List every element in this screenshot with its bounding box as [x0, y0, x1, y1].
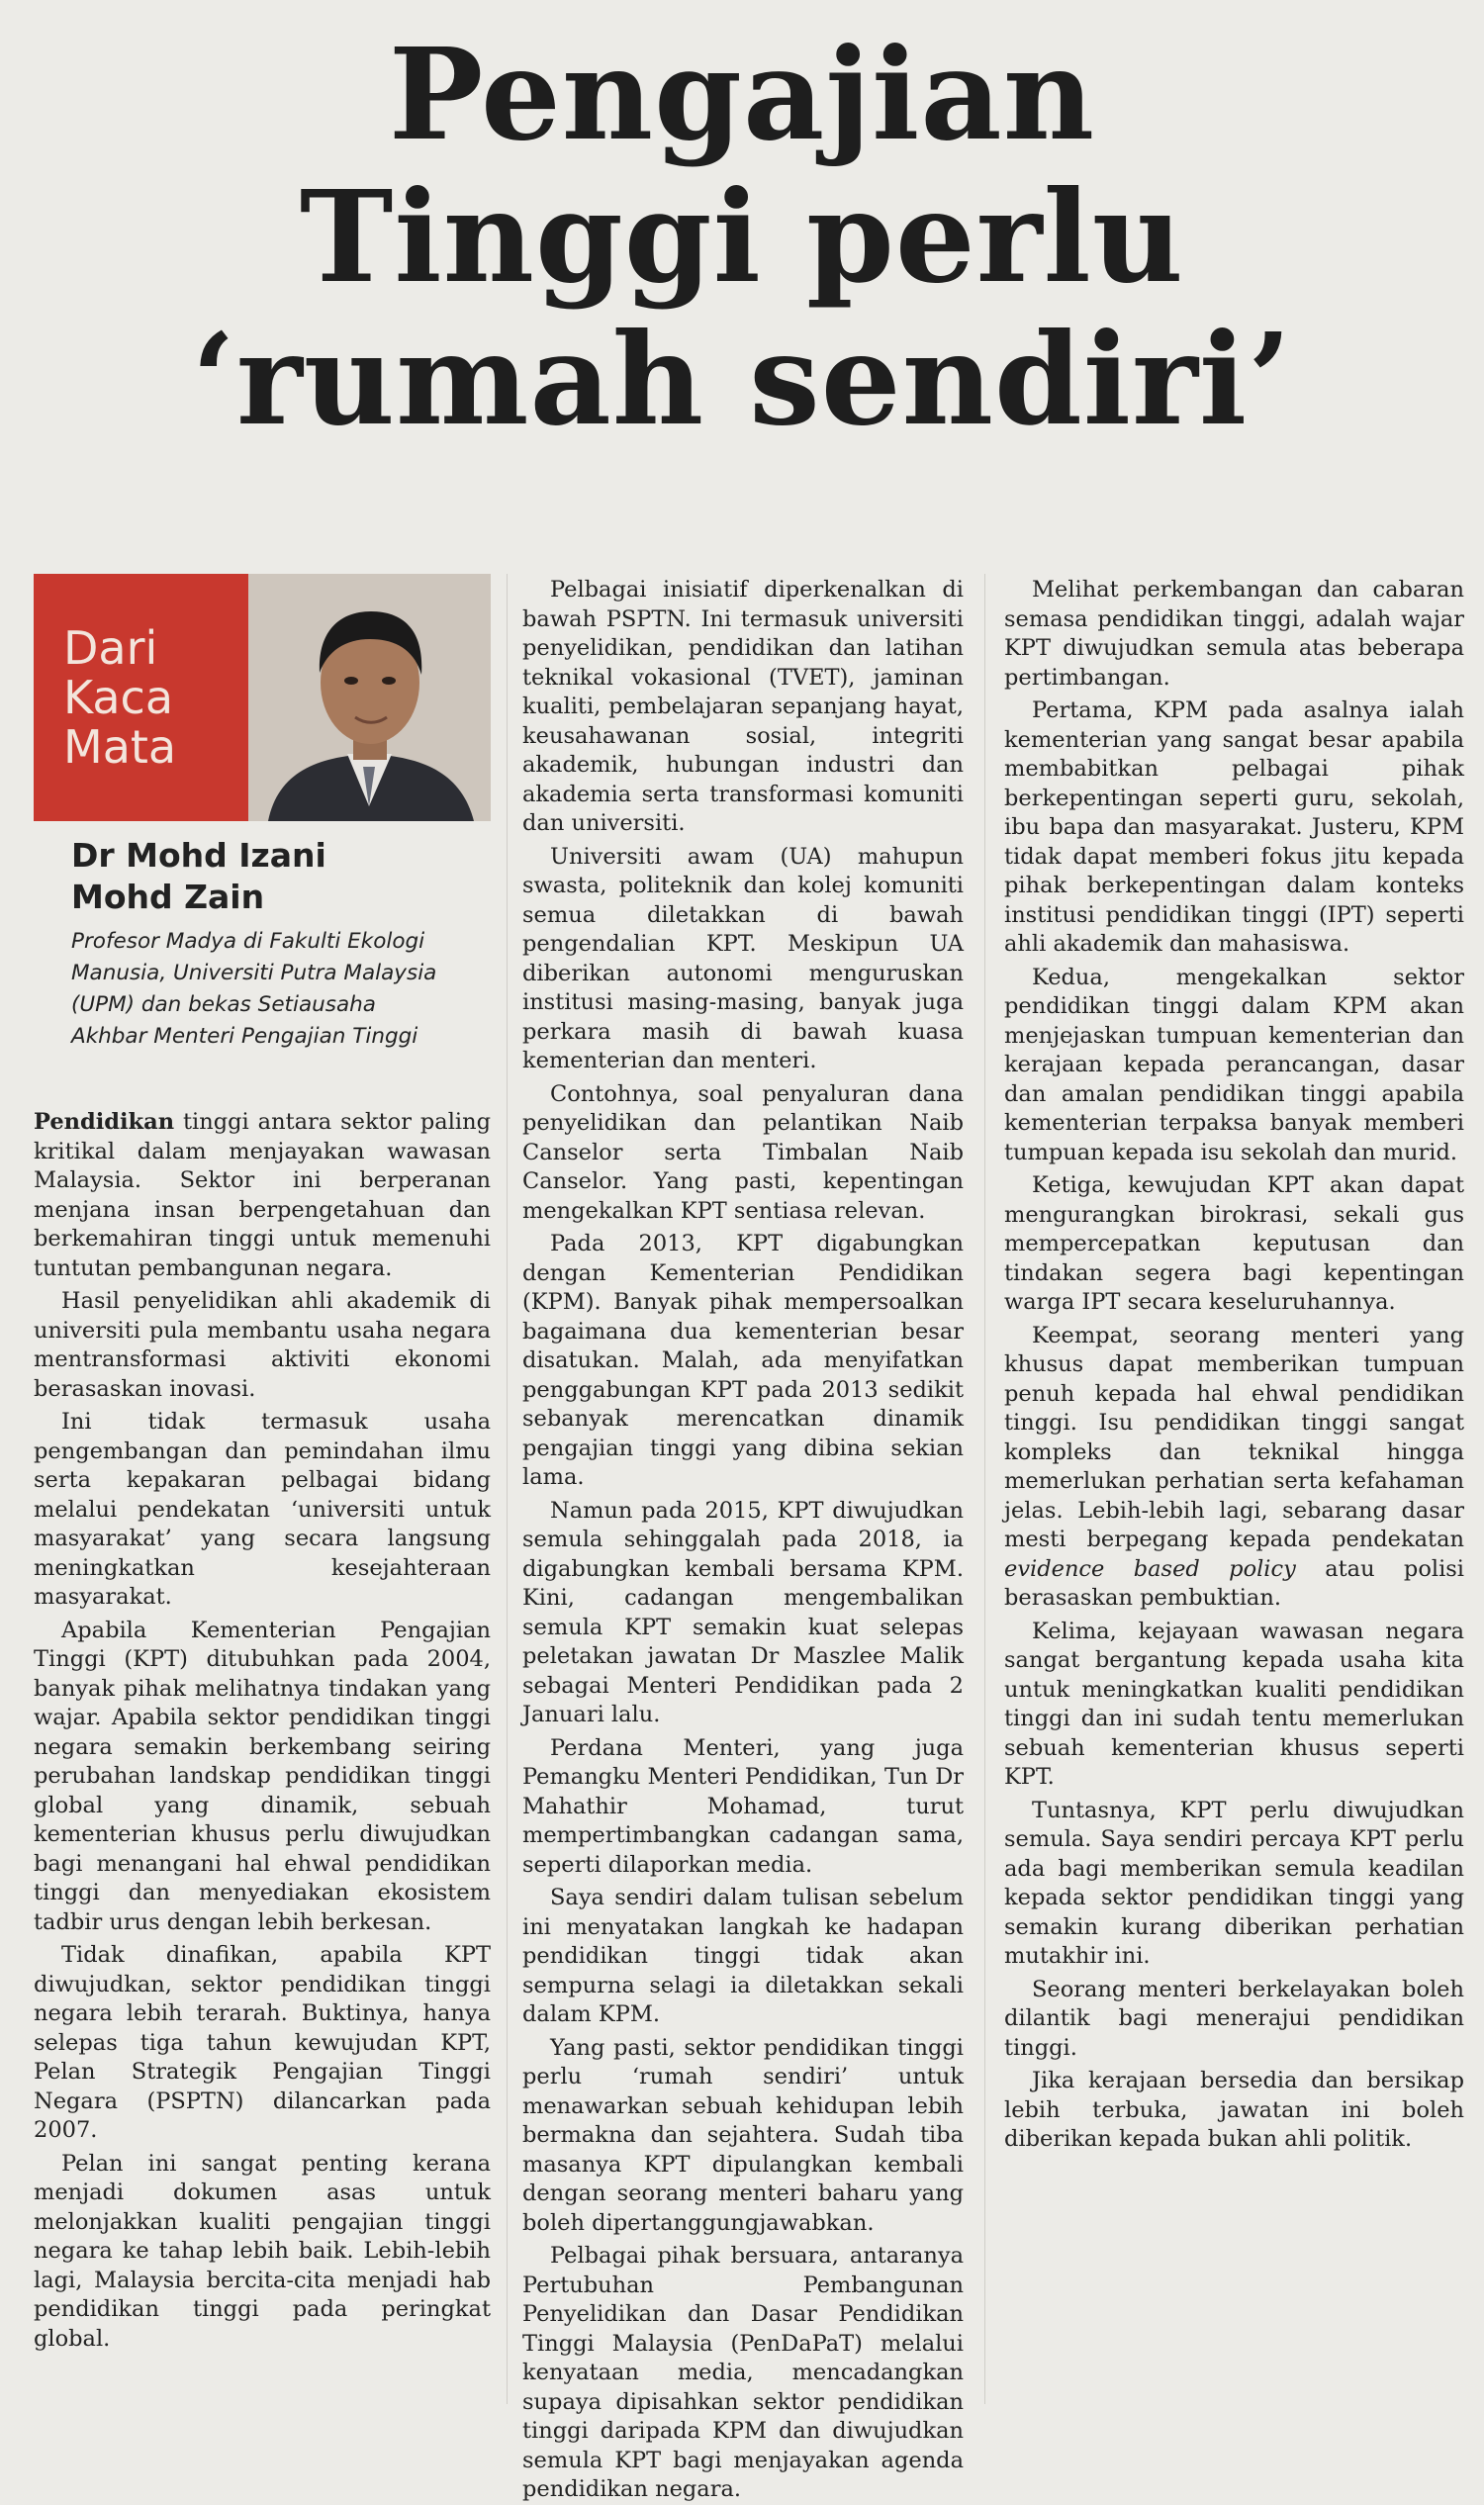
column-banner [34, 574, 491, 821]
article-paragraph: Saya sendiri dalam tulisan sebelum ini menyatakan langkah ke hadapan pendidikan tinggi tidak akan sempurna selagi ia diletakkan sekali dalam KPM. [522, 1885, 964, 2027]
article-paragraph: Pelan ini sangat penting kerana menjadi dokumen asas untuk melonjakkan kualiti pengajian tinggi negara ke tahap lebih baik. Lebih-lebih lagi, Malaysia bercita-cita menjadi hab pendidikan tinggi pada peringkat global. [34, 2150, 491, 2352]
italic-term: evidence based policy [1004, 1555, 1296, 1582]
byline-box [34, 574, 491, 1108]
author-portrait [248, 574, 491, 821]
article-paragraph: Perdana Menteri, yang juga Pemangku Menteri Pendidikan, Tun Dr Mahathir Mohamad, turut mempertimbangkan cadangan sama, seperti dilaporkan media. [522, 1734, 964, 1878]
article-paragraph: Seorang menteri berkelayakan boleh dilantik bagi menerajui pendidikan tinggi. [1004, 1976, 1464, 2061]
article-paragraph: Kedua, mengekalkan sektor pendidikan tinggi dalam KPM akan menjejaskan tumpuan kementerian dan kerajaan kepada perancangan, dasar dan amalan pendidikan tinggi apabila kementerian terpaksa banyak memberi tumpuan kepada isu sekolah dan murid. [1004, 964, 1464, 1165]
headline-line-2: Tinggi perlu [299, 163, 1185, 311]
article-paragraph: Ketiga, kewujudan KPT akan dapat mengurangkan birokrasi, sekali gus mempercepatkan keputusan dan tindakan segera bagi kepentingan warga IPT secara keseluruhannya. [1004, 1172, 1464, 1315]
article-column-3 [1004, 576, 1464, 2416]
article-paragraph: Pelbagai pihak bersuara, antaranya Pertubuhan Pembangunan Penyelidikan dan Dasar Pendidikan Tinggi Malaysia (PenDaPaT) melalui kenyataan media, mencadangkan supaya dipisahkan sektor pendidikan tinggi daripada KPM dan diwujudkan semula KPT bagi menjayakan agenda pendidikan negara. [522, 2243, 964, 2502]
article-paragraph: Tidak dinafikan, apabila KPT diwujudkan, sektor pendidikan tinggi negara lebih terarah. Buktinya, hanya selepas tiga tahun kewujudan KPT, Pelan Strategik Pengajian Tinggi Negara (PSPTN) dilancarkan pada 2007. [34, 1942, 491, 2143]
column-label: Dari Kaca Mata [63, 621, 177, 774]
article-paragraph: Jika kerajaan bersedia dan bersikap lebih terbuka, jawatan ini boleh diberikan kepada bukan ahli politik. [1004, 2068, 1464, 2152]
article-paragraph: Namun pada 2015, KPT diwujudkan semula sehinggalah pada 2018, ia digabungkan kembali bersama KPM. Kini, cadangan mengembalikan semula KPT semakin kuat selepas peletakan jawatan Dr Maszlee Malik sebagai Menteri Pendidikan pada 2 Januari lalu. [522, 1497, 964, 1727]
article-paragraph: Apabila Kementerian Pengajian Tinggi (KPT) ditubuhkan pada 2004, banyak pihak melihatnya tindakan yang wajar. Apabila sektor pendidikan tinggi negara semakin berkembang seiring perubahan landskap pendidikan tinggi global yang dinamik, sebuah kementerian khusus perlu diwujudkan bagi menangani hal ehwal pendidikan tinggi dan menyediakan ekosistem tadbir urus dengan lebih berkesan. [34, 1617, 491, 1935]
article-paragraph: Yang pasti, sektor pendidikan tinggi perlu ‘rumah sendiri’ untuk menawarkan sebuah kehidupan lebih bermakna dan sejahtera. Sudah tiba masanya KPT dipulangkan kembali dengan seorang menteri baharu yang boleh dipertanggungjawabkan. [522, 2034, 964, 2236]
article-column-2 [522, 576, 964, 2502]
headline-line-3: ‘rumah sendiri’ [191, 306, 1293, 453]
article-paragraph: Universiti awam (UA) mahupun swasta, politeknik dan kolej komuniti semua diletakkan di bawah pengendalian KPT. Meskipun UA diberikan autonomi menguruskan institusi masing-masing, banyak juga perkara masih di bawah kuasa kementerian dan menteri. [522, 843, 964, 1073]
article-paragraph: Contohnya, soal penyaluran dana penyelidikan dan pelantikan Naib Canselor serta Timbalan Naib Canselor. Yang pasti, kepentingan mengekalkan KPT sentiasa relevan. [522, 1080, 964, 1224]
article-paragraph: Pertama, KPM pada asalnya ialah kementerian yang sangat besar apabila membabitkan pelbagai pihak berkepentingan seperti guru, sekolah, ibu bapa dan masyarakat. Justeru, KPM tidak dapat memberi fokus jitu kepada pihak berkepentingan dalam konteks institusi pendidikan tinggi (IPT) seperti ahli akademik dan mahasiswa. [1004, 697, 1464, 957]
author-description: Profesor Madya di Fakulti Ekologi Manusia, Universiti Putra Malaysia (UPM) dan bekas Setiausaha Akhbar Menteri Pengajian Tinggi [71, 929, 437, 1049]
headline-line-1: Pengajian [388, 21, 1096, 168]
article-paragraph: Pada 2013, KPT digabungkan dengan Kementerian Pendidikan (KPM). Banyak pihak mempersoalkan bagaimana dua kementerian besar disatukan. Malah, ada menyifatkan penggabungan KPT pada 2013 sedikit sebanyak merencatkan dinamik pengajian tinggi yang dibina sekian lama. [522, 1231, 964, 1490]
headline [30, 21, 1454, 453]
article-paragraph: Melihat perkembangan dan cabaran semasa pendidikan tinggi, adalah wajar KPT diwujudkan semula atas beberapa pertimbangan. [1004, 577, 1464, 691]
article-paragraph: Tuntasnya, KPT perlu diwujudkan semula. Saya sendiri percaya KPT perlu ada bagi memberikan semula keadilan kepada sektor pendidikan tinggi yang semakin kurang diberikan perhatian mutakhir ini. [1004, 1797, 1464, 1969]
article-column-1 [34, 574, 491, 2414]
article-paragraph: Ini tidak termasuk usaha pengembangan dan pemindahan ilmu serta kepakaran pelbagai bidang melalui pendekatan ‘universiti untuk masyarakat’ yang secara langsung meningkatkan kesejahteraan masyarakat. [34, 1409, 491, 1610]
article-paragraph: Hasil penyelidikan ahli akademik di universiti pula membantu usaha negara mentransformasi aktiviti ekonomi berasaskan inovasi. [34, 1288, 491, 1402]
article-paragraph: Keempat, seorang menteri yang khusus dapat memberikan tumpuan penuh kepada hal ehwal pendidikan tinggi. Isu pendidikan tinggi sangat kompleks dan teknikal hingga memerlukan perhatian serta kefahaman jelas. Lebih-lebih lagi, sebarang dasar mesti berpegang kepada pendekatan evidence based policy atau polisi berasaskan pembuktian. [1004, 1322, 1465, 1611]
article-paragraph: Pendidikan tinggi antara sektor paling kritikal dalam menjayakan wawasan Malaysia. Sektor ini berperanan menjana insan berpengetahuan dan berkemahiran tinggi untuk memenuhi tuntutan pembangunan negara. [34, 1109, 491, 1281]
article-paragraph: Kelima, kejayaan wawasan negara sangat bergantung kepada usaha kita untuk meningkatkan kualiti pendidikan tinggi dan ini sudah tentu memerlukan sebuah kementerian khusus seperti KPT. [1004, 1618, 1464, 1790]
column-divider [984, 574, 985, 2404]
article-paragraph: Pelbagai inisiatif diperkenalkan di bawah PSPTN. Ini termasuk universiti penyelidikan, pendidikan dan latihan teknikal vokasional (TVET), jaminan kualiti, pembelajaran sepanjang hayat, keusahawanan sosial, integriti akademik, hubungan industri dan akademia serta transformasi komuniti dan universiti. [522, 577, 964, 836]
author-name: Dr Mohd Izani Mohd Zain [71, 836, 326, 916]
lead-word: Pendidikan [34, 1109, 175, 1135]
column-divider [507, 574, 508, 2404]
